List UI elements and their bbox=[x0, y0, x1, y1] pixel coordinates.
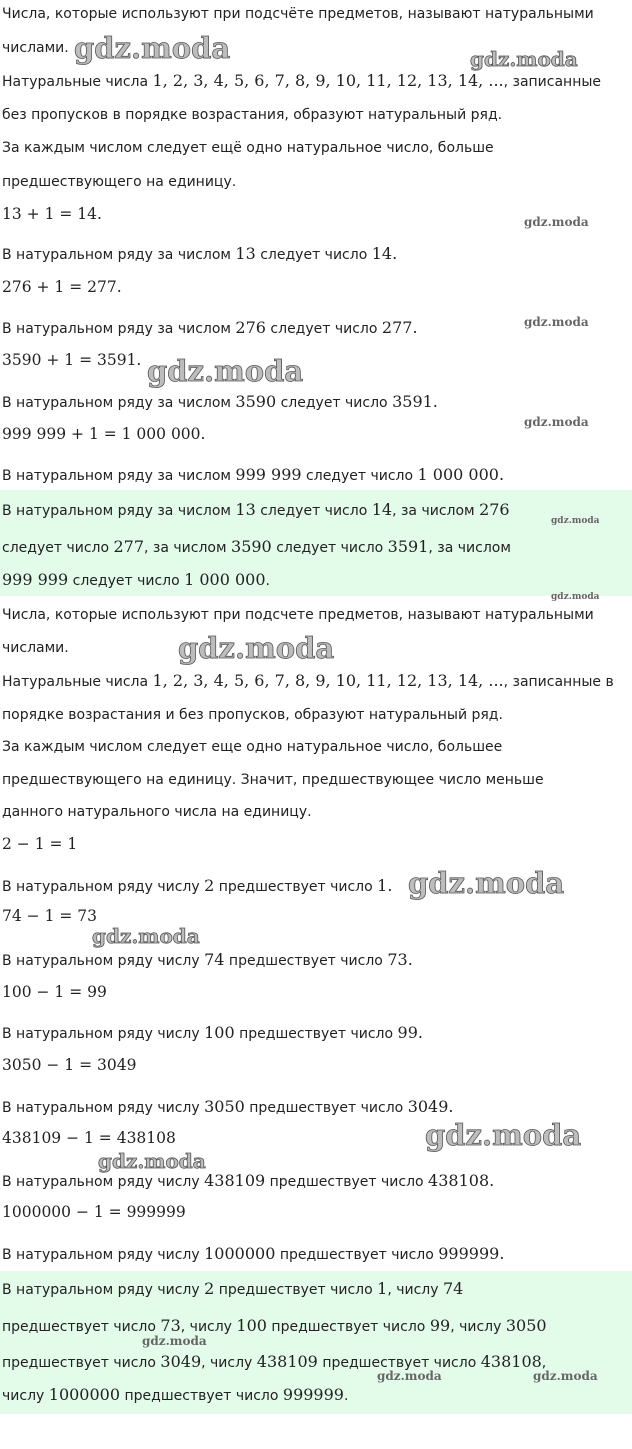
s2-sequence-line: Натуральные числа 1, 2, 3, 4, 5, 6, 7, 8, 9, 10, 11, 12, 13, 14, ..., записанные в bbox=[2, 671, 614, 690]
watermark-logo: gdz.moda bbox=[98, 1149, 206, 1173]
watermark-logo: gdz.moda bbox=[74, 31, 231, 65]
answer2-line-4: числу 1000000 предшествует число 999999. bbox=[2, 1385, 349, 1404]
s2-equation-2: 74 − 1 = 73 bbox=[2, 907, 97, 925]
watermark-logo: gdz.moda bbox=[147, 354, 304, 388]
s1-rule-line-1: За каждым числом следует ещё одно натуральное число, больше bbox=[2, 140, 494, 156]
s2-statement-6: В натуральном ряду числу 1000000 предшествует число 999999. bbox=[2, 1244, 505, 1263]
watermark-logo: gdz.moda bbox=[470, 47, 578, 71]
watermark-logo: gdz.moda bbox=[92, 924, 200, 948]
s1-sequence-line: Натуральные числа 1, 2, 3, 4, 5, 6, 7, 8, 9, 10, 11, 12, 13, 14, ..., записанные bbox=[2, 71, 602, 90]
answer1-line-2: следует число 277, за числом 3590 следует число 3591, за числом bbox=[2, 537, 511, 556]
s2-intro-line-1: Числа, которые используют при подсчете предметов, называют натуральными bbox=[2, 607, 594, 623]
s2-statement-5: В натуральном ряду числу 438109 предшествует число 438108. bbox=[2, 1171, 495, 1190]
answer2-line-1: В натуральном ряду числу 2 предшествует число 1, числу 74 bbox=[2, 1279, 464, 1298]
s1-statement-2: В натуральном ряду за числом 276 следует число 277. bbox=[2, 318, 418, 337]
watermark-logo: gdz.moda bbox=[533, 1369, 598, 1383]
s2-equation-4: 3050 − 1 = 3049 bbox=[2, 1056, 137, 1074]
s1-equation-1: 13 + 1 = 14. bbox=[2, 205, 102, 223]
answer2-line-2: предшествует число 73, числу 100 предшествует число 99, числу 3050 bbox=[2, 1316, 547, 1335]
s2-rule-line-3: данного натурального числа на единицу. bbox=[2, 804, 312, 820]
s2-equation-5: 438109 − 1 = 438108 bbox=[2, 1129, 176, 1147]
s2-equation-6: 1000000 − 1 = 999999 bbox=[2, 1203, 186, 1221]
s1-statement-1: В натуральном ряду за числом 13 следует число 14. bbox=[2, 244, 398, 263]
watermark-logo: gdz.moda bbox=[408, 866, 565, 900]
s1-statement-4: В натуральном ряду за числом 999 999 следует число 1 000 000. bbox=[2, 465, 505, 484]
s2-statement-2: В натуральном ряду числу 74 предшествует число 73. bbox=[2, 950, 413, 969]
s1-equation-2: 276 + 1 = 277. bbox=[2, 278, 122, 296]
watermark-logo: gdz.moda bbox=[142, 1334, 207, 1348]
s2-intro-line-2: числами. bbox=[2, 640, 69, 656]
watermark-logo: gdz.moda bbox=[551, 516, 600, 526]
s2-statement-4: В натуральном ряду числу 3050 предшествует число 3049. bbox=[2, 1097, 454, 1116]
watermark-logo: gdz.moda bbox=[524, 215, 589, 229]
watermark-logo: gdz.moda bbox=[524, 415, 589, 429]
s1-equation-3: 3590 + 1 = 3591. bbox=[2, 351, 142, 369]
s1-sequence-line-2: без пропусков в порядке возрастания, образуют натуральный ряд. bbox=[2, 107, 503, 123]
s1-intro-line-2: числами. bbox=[2, 40, 69, 56]
answer1-line-3: 999 999 следует число 1 000 000. bbox=[2, 570, 270, 589]
s1-equation-4: 999 999 + 1 = 1 000 000. bbox=[2, 425, 206, 443]
s1-statement-3: В натуральном ряду за числом 3590 следует число 3591. bbox=[2, 392, 438, 411]
s1-rule-line-2: предшествующего на единицу. bbox=[2, 174, 237, 190]
s1-intro-line-1: Числа, которые используют при подсчёте предметов, называют натуральными bbox=[2, 6, 594, 22]
watermark-logo: gdz.moda bbox=[377, 1369, 442, 1383]
watermark-logo: gdz.moda bbox=[551, 592, 600, 602]
s2-equation-1: 2 − 1 = 1 bbox=[2, 835, 78, 853]
s2-equation-3: 100 − 1 = 99 bbox=[2, 983, 107, 1001]
s2-statement-3: В натуральном ряду числу 100 предшествует число 99. bbox=[2, 1023, 423, 1042]
s2-statement-1: В натуральном ряду числу 2 предшествует число 1. bbox=[2, 876, 393, 895]
watermark-logo: gdz.moda bbox=[524, 315, 589, 329]
s2-rule-line-1: За каждым числом следует еще одно натуральное число, большее bbox=[2, 739, 503, 755]
answer2-line-3: предшествует число 3049, числу 438109 предшествует число 438108, bbox=[2, 1352, 547, 1371]
answer1-line-1: В натуральном ряду за числом 13 следует число 14, за числом 276 bbox=[2, 500, 510, 519]
watermark-logo: gdz.moda bbox=[178, 631, 335, 665]
watermark-logo: gdz.moda bbox=[425, 1118, 582, 1152]
s2-rule-line-2: предшествующего на единицу. Значит, предшествующее число меньше bbox=[2, 772, 544, 788]
s2-sequence-line-2: порядке возрастания и без пропусков, образуют натуральный ряд. bbox=[2, 707, 503, 723]
